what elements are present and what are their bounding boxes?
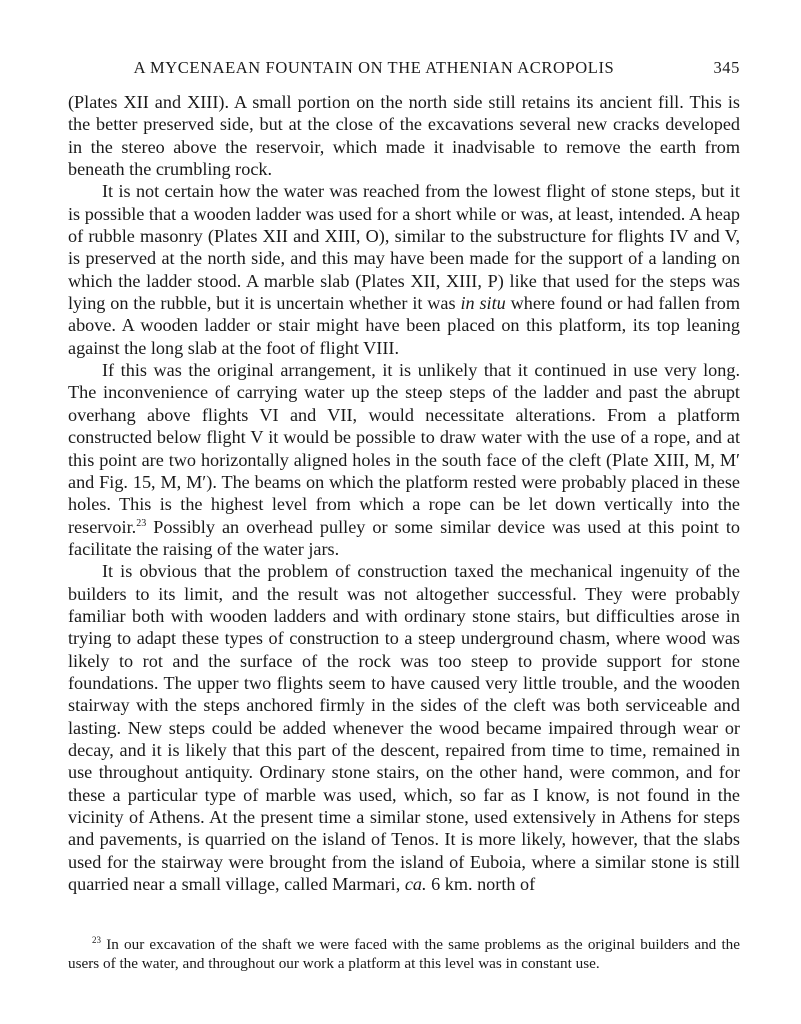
- paragraph-1: [68, 91, 740, 180]
- footnote-text: In our excavation of the shaft we were faced with the same problems as the original builders and the users of the water, and throughout our work a platform at this level was in constant use.: [68, 936, 741, 972]
- paragraph-4: [68, 560, 740, 895]
- page-number: 345: [713, 58, 740, 77]
- body-text: [68, 91, 740, 895]
- footnote-number: 23: [92, 935, 101, 945]
- paragraph-1-text: (Plates XII and XIII). A small portion on the north side still retains its ancient fill. This is the better preserved side, but at the close of the excavations several new cracks developed in the stereo above the reservoir, which made it inadvisable to remove the earth from beneath the crumbling rock.: [68, 92, 740, 180]
- running-header: [68, 58, 740, 82]
- footnote: [68, 935, 740, 973]
- paragraph-3-text-b: Possibly an overhead pulley or some similar device was used at this point to facilitate the raising of the water jars.: [68, 516, 740, 559]
- paragraph-2-text-a: It is not certain how the water was reached from the lowest flight of stone steps, but it is possible that a wooden ladder was used for a short while or was, at least, intended. A heap of rubble masonry (Plates XII and XIII, O), similar to the substructure for flights IV and V, is preserved at the north side, and this may have been made for the support of a landing on which the ladder stood. A marble slab (Plates XII, XIII, P) like that used for the steps was lying on the rubble, but it is uncertain whether it was: [68, 181, 740, 314]
- paragraph-4-text: It is obvious that the problem of construction taxed the mechanical ingenuity of the builders to its limit, and the result was not altogether successful. They were probably familiar both with wooden ladders and with ordinary stone stairs, but difficulties arose in trying to adapt these types of construction to a steep underground chasm, where wood was likely to rot and the surface of the rock was too steep to provide support for stone foundations. The upper two flights seem to have caused very little trouble, and the wooden stairway with the steps anchored firmly in the sides of the cleft was both serviceable and lasting. New steps could be added whenever the wood became impaired through wear or decay, and it is likely that this part of the descent, repaired from time to time, remained in use throughout antiquity. Ordinary stone stairs, on the other hand, were common, and for these a particular type of marble was used, which, so far as I know, is not found in the vicinity of Athens. At the present time a similar stone, used extensively in Athens for steps and pavements, is quarried on the island of Tenos. It is more likely, however, that the slabs used for the stairway were brought from the island of Euboia, where a similar stone is still quarried near a small village, called Marmari,: [68, 561, 740, 895]
- paragraph-2-italic: in situ: [460, 293, 506, 314]
- paragraph-2: [68, 180, 740, 359]
- paragraph-3: [68, 359, 740, 560]
- paragraph-2-text-b: where found or had fallen from above. A wooden ladder or stair might have been placed on this platform, its top leaning against the long slab at the foot of flight VIII.: [68, 293, 741, 358]
- paragraph-4-italic: ca.: [404, 874, 427, 895]
- paragraph-4-text-b: 6 km. north of: [431, 874, 536, 895]
- paragraph-3-text-a: If this was the original arrangement, it is unlikely that it continued in use very long. The inconvenience of carrying water up the steep steps of the ladder and past the abrupt overhang above flights VI and VII, would necessitate alterations. From a platform constructed below flight V it would be possible to draw water with the use of a rope, and at this point are two horizontally aligned holes in the south face of the cleft (Plate XIII, M, M′ and Fig. 15, M, M′). The beams on which the platform rested were probably placed in these holes. This is the highest level from which a rope can be let down vertically into the reservoir.: [68, 360, 740, 537]
- running-title: A MYCENAEAN FOUNTAIN ON THE ATHENIAN ACROPOLIS: [133, 58, 615, 77]
- footnote-reference: 23: [136, 517, 147, 529]
